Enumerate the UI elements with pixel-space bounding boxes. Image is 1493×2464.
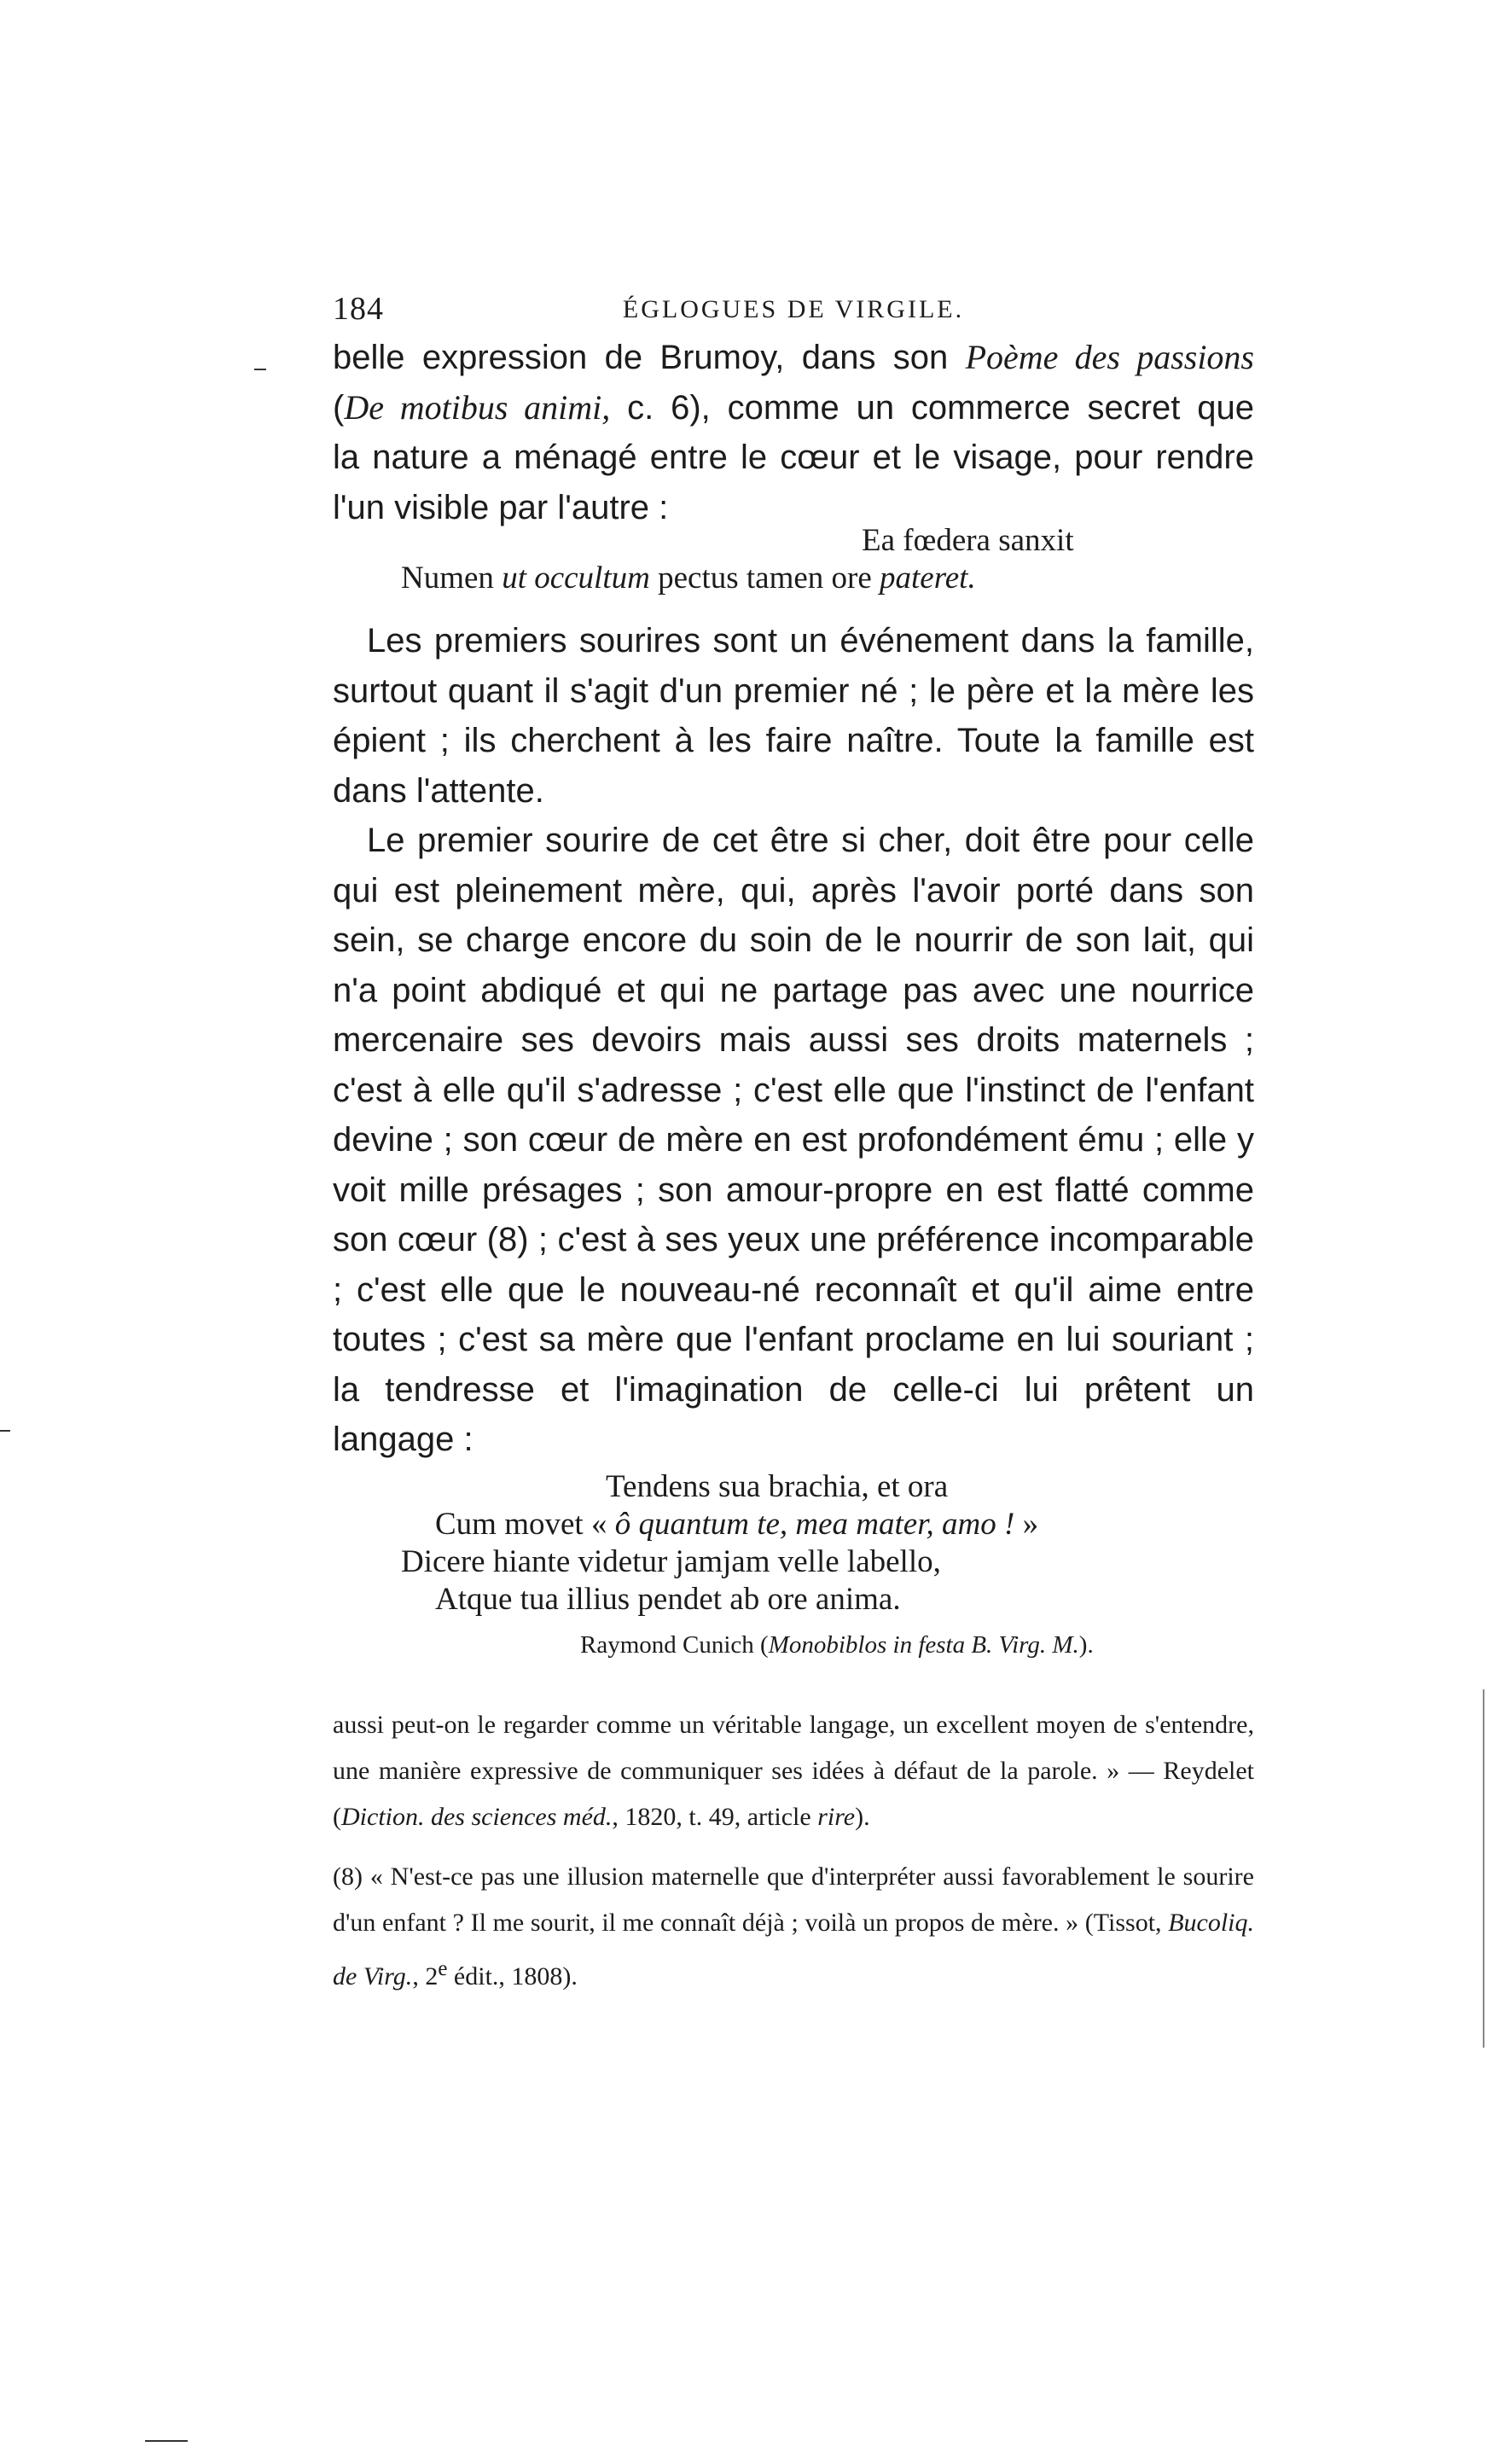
latin-quote-2 <box>333 1468 1254 1618</box>
scan-margin-mark <box>0 1430 10 1432</box>
footnote-8: (8) « N'est-ce pas une illusion maternelle que d'interpréter aussi favorablement le sourire d'un enfant ? Il me sourit, il me connaît déjà ; voilà un propos de mère. » (Tissot, Bucoliq. de Virg., 2e édit., 1808). <box>333 1862 1254 1990</box>
running-title: ÉGLOGUES DE VIRGILE. <box>622 295 965 323</box>
verse1-line1: Ea fœdera sanxit <box>862 523 1074 558</box>
verse2-line4: Atque tua illius pendet ab ore anima. <box>435 1581 901 1617</box>
paragraph-1 <box>333 333 1254 532</box>
scan-margin-mark <box>145 2440 188 2442</box>
footnotes <box>333 1702 1254 2000</box>
p1-line3-text: la nature a ménagé entre le cœur et le visage, pour rendre <box>333 439 1254 476</box>
latin-quote-1 <box>333 522 1254 597</box>
scan-margin-mark <box>254 369 266 370</box>
running-head <box>333 290 1254 333</box>
verse2-line2: Cum movet « ô quantum te, mea mater, amo ! » <box>435 1506 1039 1542</box>
de-motibus-animi-title: De motibus animi, <box>344 387 611 427</box>
footnote-continued: aussi peut-on le regarder comme un véritable langage, un excellent moyen de s'entendre, une manière expressive de communiquer ses idées à défaut de la parole. » — Reydelet (Diction. des sciences méd., 1820, t. 49, article rire). <box>333 1710 1254 1831</box>
paragraph-2: Les premiers sourires sont un événement dans la famille, surtout quant il s'agit d'un premier né ; le père et la mère les épient ; ils cherchent à les faire naître. Toute la famille est dans l'attente. <box>333 622 1254 810</box>
verse2-line1: Tendens sua brachia, et ora <box>606 1468 949 1504</box>
poeme-des-passions-title: Poème des passions <box>965 338 1254 376</box>
verse-citation: Raymond Cunich (Monobiblos in festa B. Virg. M.). <box>580 1630 1094 1659</box>
p1-line1-text: belle expression de Brumoy, dans son <box>333 339 966 376</box>
page-number: 184 <box>333 291 384 327</box>
paragraph-3: Le premier sourire de cet être si cher, doit être pour celle qui est pleinement mère, qui, après l'avoir porté dans son sein, se charge encore du soin de le nourrir de son lait, qui n'a point abdiqué et qui ne partage pas avec une nourrice mercenaire ses devoirs mais aussi ses droits maternels ; c'est à elle qu'il s'adresse ; c'est elle que l'instinct de l'enfant devine ; son cœur de mère en est profondément ému ; elle y voit mille présages ; son amour-propre en est flatté comme son cœur (8) ; c'est à ses yeux une préférence incomparable ; c'est elle que le nouveau-né reconnaît et qu'il aime entre toutes ; c'est sa mère que l'enfant proclame en lui souriant ; la tendresse et l'imagination de celle-ci lui prêtent un langage : <box>333 822 1254 1458</box>
p1-line4-text: l'un visible par l'autre : <box>333 488 669 526</box>
verse1-line2: Numen ut occultum pectus tamen ore pateret. <box>401 561 976 596</box>
p1-line2-text: c. 6), comme un commerce secret que <box>610 388 1255 427</box>
book-page <box>333 290 1254 2000</box>
main-text <box>333 333 1254 1666</box>
p1-paren: ( <box>333 388 345 427</box>
scan-margin-mark <box>1483 1689 1484 2048</box>
verse2-line3: Dicere hiante videtur jamjam velle labello, <box>401 1543 941 1579</box>
